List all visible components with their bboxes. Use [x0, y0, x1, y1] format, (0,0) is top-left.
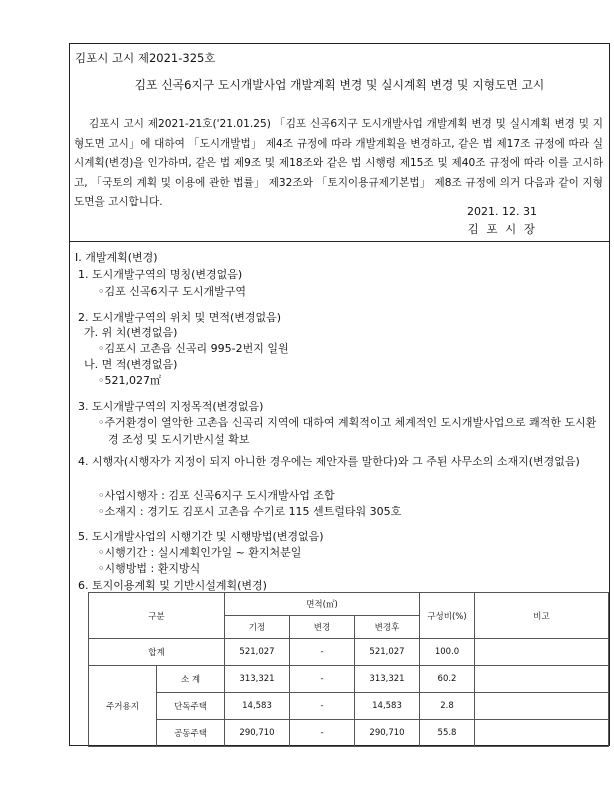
section-heading: Ⅰ. 개발계획(변경): [75, 251, 158, 264]
cell-remarks: [475, 639, 609, 666]
cell-change: -: [290, 720, 355, 747]
header-division: 구분: [89, 593, 225, 639]
header-ratio: 구성비(%): [420, 593, 475, 639]
item-1-detail: ◦김포 신곡6지구 도시개발구역: [98, 285, 246, 298]
cell-before: 313,321: [225, 666, 290, 693]
land-use-table: [88, 592, 609, 747]
header-area: 면적(㎡): [225, 593, 420, 616]
item-5-heading: 5. 도시개발사업의 시행기간 및 시행방법(변경없음): [78, 530, 324, 543]
item-2a-detail: ◦김포시 고촌읍 신곡리 995-2번지 일원: [98, 342, 289, 355]
cell-after: 290,710: [355, 720, 420, 747]
header-change: 변경: [290, 616, 355, 639]
cell-remarks: [475, 720, 609, 747]
cell-before: 290,710: [225, 720, 290, 747]
cell-change: -: [290, 639, 355, 666]
table-header-row: [89, 593, 609, 616]
cell-change: -: [290, 666, 355, 693]
item-2b-heading: 나. 면 적(변경없음): [84, 358, 178, 371]
table-row: [89, 639, 609, 666]
item-1-heading: 1. 도시개발구역의 명칭(변경없음): [78, 268, 243, 281]
section-divider: [70, 241, 609, 242]
item-3-heading: 3. 도시개발구역의 지정목적(변경없음): [78, 400, 264, 413]
cell-change: -: [290, 693, 355, 720]
table-row: [89, 666, 609, 693]
notice-frame: [69, 43, 610, 746]
item-4-operator: ◦사업시행자 : 김포 신곡6지구 도시개발사업 조합: [98, 489, 335, 502]
notice-number: 김포시 고시 제2021-325호: [75, 51, 216, 65]
cell-after: 521,027: [355, 639, 420, 666]
cell-ratio: 60.2: [420, 666, 475, 693]
notice-date: 2021. 12. 31: [467, 205, 537, 218]
cell-before: 14,583: [225, 693, 290, 720]
item-3-detail: ◦주거환경이 열악한 고촌읍 신곡리 지역에 대하여 계획적이고 체계적인 도시개발사업으로 쾌적한 도시환경 조성 및 도시기반시설 확보: [98, 416, 597, 446]
cell-after: 14,583: [355, 693, 420, 720]
row-label: 합계: [89, 639, 225, 666]
item-5-period: ◦시행기간 : 실시계획인가일 ~ 환지처분일: [98, 546, 302, 559]
cell-ratio: 2.8: [420, 693, 475, 720]
table-row: [89, 720, 609, 747]
header-after: 변경후: [355, 616, 420, 639]
cell-before: 521,027: [225, 639, 290, 666]
item-4-heading: 4. 시행자(시행자가 지정이 되지 아니한 경우에는 제안자를 말한다)와 그 주된 사무소의 소재지(변경없음): [78, 455, 580, 468]
table-row: [89, 693, 609, 720]
item-2a-heading: 가. 위 치(변경없음): [84, 326, 178, 339]
cell-ratio: 55.8: [420, 720, 475, 747]
row-sub-label: 단독주택: [157, 693, 225, 720]
notice-title: 김포 신곡6지구 도시개발사업 개발계획 변경 및 실시계획 변경 및 지형도면 고시: [134, 78, 545, 92]
row-sub-label: 공동주택: [157, 720, 225, 747]
cell-remarks: [475, 693, 609, 720]
cell-remarks: [475, 666, 609, 693]
notice-signer: 김 포 시 장: [467, 222, 537, 236]
item-6-heading: 6. 토지이용계획 및 기반시설계획(변경): [78, 579, 267, 592]
notice-body: 김포시 고시 제2021-21호('21.01.25) 「김포 신곡6지구 도시개발사업 개발계획 변경 및 실시계획 변경 및 지형도면 고시」에 대하여 「도시개발법」 제4조 규정에 따라 개발계획을 변경하고, 같은 법 제17조 규정에 따라 실시계획(변경)을 인가하며, 같은 법 제9조 및 제18조와 같은 법 시행령 제15조 및 제40조 규정에 따라 이를 고시하고, 「국토의 계획 및 이용에 관한 법률」 제32조와 「토지이용규제기본법」 제8조 규정에 의거 다음과 같이 지형도면을 고시합니다.: [74, 118, 603, 208]
row-group-label: 주거용지: [89, 666, 157, 747]
item-2-heading: 2. 도시개발구역의 위치 및 면적(변경없음): [78, 311, 282, 324]
row-sub-label: 소 계: [157, 666, 225, 693]
cell-after: 313,321: [355, 666, 420, 693]
item-5-method: ◦시행방법 : 환지방식: [98, 562, 201, 575]
item-2b-detail: ◦521,027㎡: [98, 374, 161, 387]
header-remarks: 비고: [475, 593, 609, 639]
item-4-address: ◦소재지 : 경기도 김포시 고촌읍 수기로 115 센트럴타워 305호: [98, 505, 402, 518]
cell-ratio: 100.0: [420, 639, 475, 666]
header-before: 기정: [225, 616, 290, 639]
